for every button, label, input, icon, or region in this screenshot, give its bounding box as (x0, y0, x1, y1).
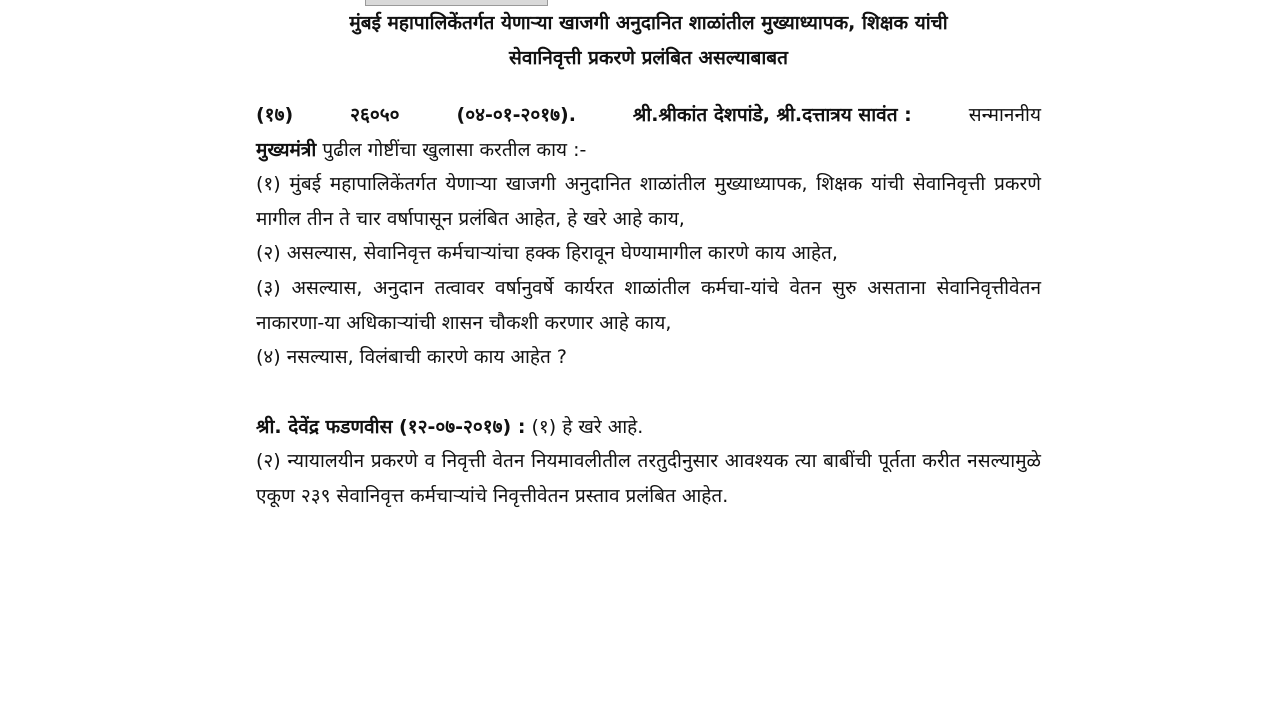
question-item-3: (३) असल्यास, अनुदान तत्वावर वर्षानुवर्षे कार्यरत शाळांतील कर्मचा-यांचे वेतन सुरु असताना सेवानिवृत्तीवेतन नाकारणा-या अधिकाऱ्यांची शासन चौकशी करणार आहे काय, (256, 276, 1041, 334)
question-addressee-rest: पुढील गोष्टींचा खुलासा करतील काय :- (322, 138, 587, 161)
answer-respondent: श्री. देवेंद्र फडणवीस (१२-०७-२०१७) : (256, 415, 526, 438)
question-item-1: (१) मुंबई महापालिकेंतर्गत येणाऱ्या खाजगी अनुदानित शाळांतील मुख्याध्यापक, शिक्षक यांची सेवानिवृत्ती प्रकरणे मागील तीन ते चार वर्षापासून प्रलंबित आहेत, हे खरे आहे काय, (256, 173, 1041, 230)
question-number: (१७) (256, 104, 294, 126)
answer-first-line (256, 410, 1041, 445)
question-id: २६०५० (350, 104, 400, 126)
question-item-2: (२) असल्यास, सेवानिवृत्त कर्मचाऱ्यांचा हक्क हिरावून घेण्यामागील कारणे काय आहेत, (256, 242, 838, 265)
question-addressee-line (256, 133, 1041, 168)
question-block (256, 98, 1041, 375)
question-header (256, 98, 1041, 133)
answer-first: (१) हे खरे आहे. (531, 415, 644, 438)
question-date: (०४-०१-२०१७). (456, 104, 576, 126)
question-item-4: (४) नसल्यास, विलंबाची कारणे काय आहेत ? (256, 346, 567, 369)
question-members: श्री.श्रीकांत देशपांडे, श्री.दत्तात्रय सावंत : (632, 104, 912, 126)
answer-block (256, 410, 1041, 514)
document-title-line1: मुंबई महापालिकेंतर्गत येणाऱ्या खाजगी अनुदानित शाळांतील मुख्याध्यापक, शिक्षक यांची (349, 12, 948, 34)
answer-second: (२) न्यायालयीन प्रकरणे व निवृत्ती वेतन नियमावलीतील तरतुदीनुसार आवश्यक त्या बाबींची पूर्तता करीत नसल्यामुळे एकूण २३९ सेवानिवृत्त कर्मचाऱ्यांचे निवृत्तीवेतन प्रस्ताव प्रलंबित आहेत. (256, 450, 1041, 507)
question-addressee-prefix: सन्माननीय (968, 104, 1041, 126)
question-addressee-bold: मुख्यमंत्री (256, 138, 317, 161)
document-page (256, 6, 1041, 514)
document-title-line2: सेवानिवृत्ती प्रकरणे प्रलंबित असल्याबाबत (509, 47, 788, 69)
